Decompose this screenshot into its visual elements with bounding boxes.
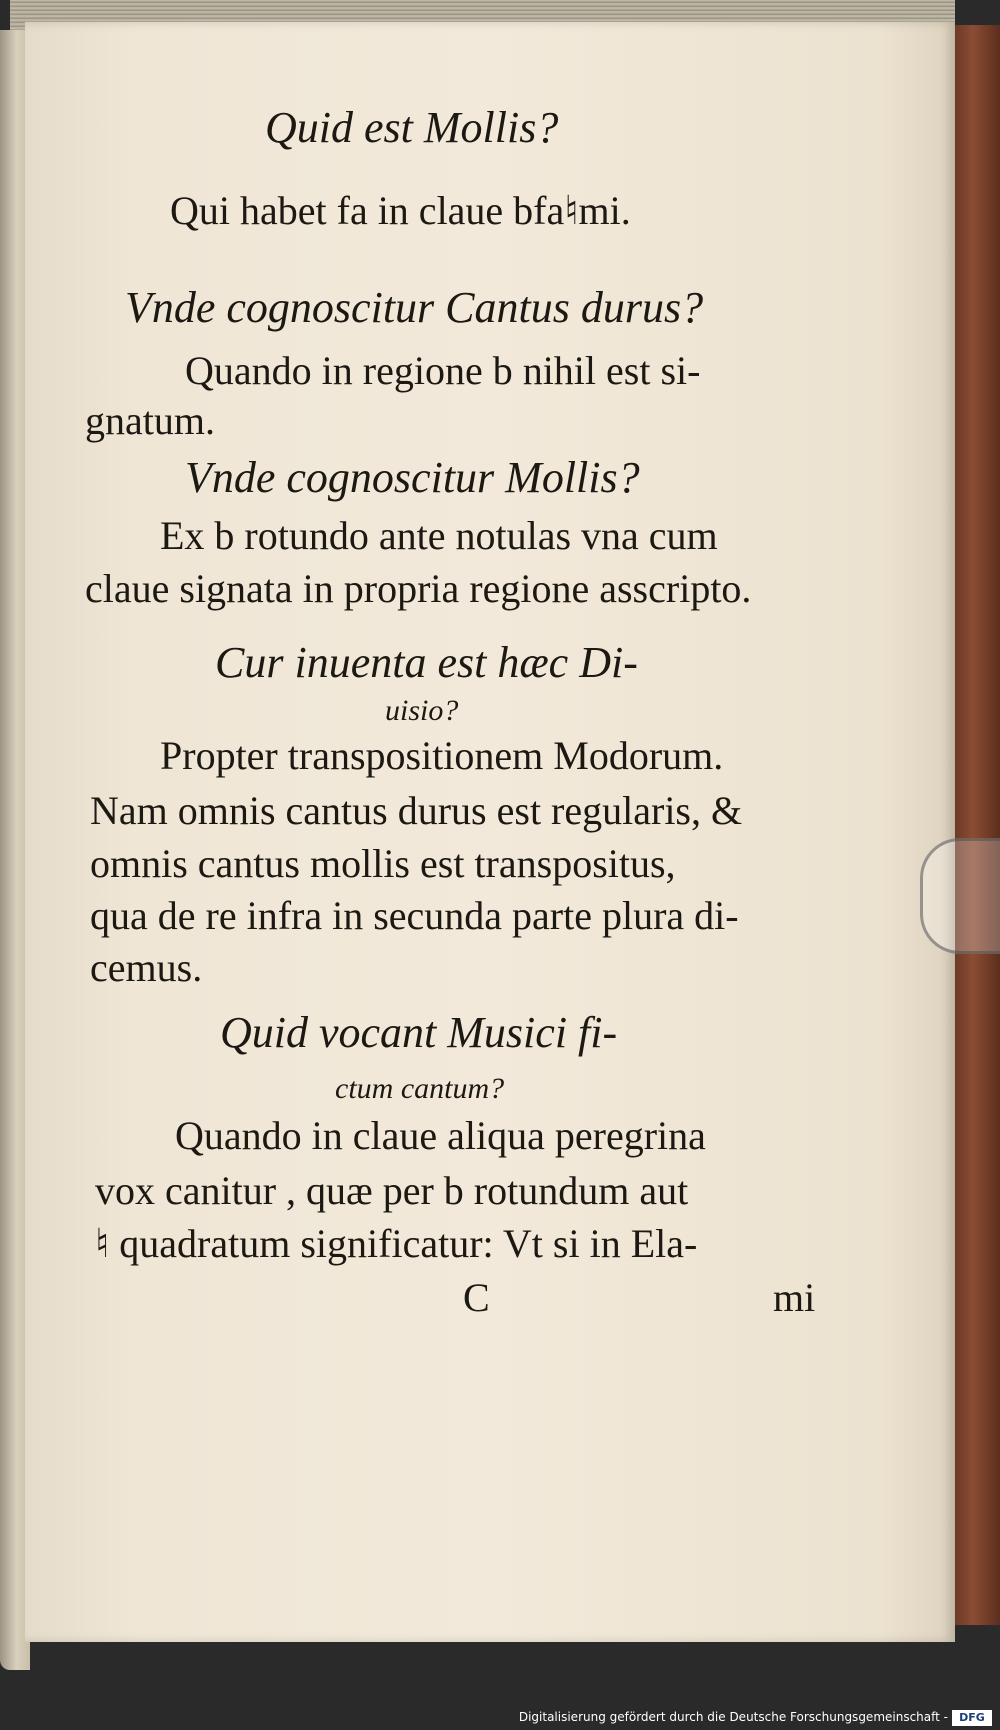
question-line: Vnde cognoscitur Cantus durus? — [125, 283, 704, 332]
question-line: Vnde cognoscitur Mollis? — [185, 453, 640, 502]
answer-line: Propter transpositionem Modorum. — [160, 733, 724, 778]
question-line: uisio? — [385, 694, 459, 727]
book-page — [25, 22, 955, 1642]
answer-line: Ex b rotundo ante notulas vna cum — [160, 513, 718, 558]
digitization-credit: Digitalisierung gefördert durch die Deutsche Forschungsgemeinschaft - — [518, 1710, 948, 1724]
bookmark-clip — [920, 838, 1000, 954]
answer-line: gnatum. — [85, 398, 215, 443]
answer-line: Qui habet fa in claue bfa♮mi. — [170, 188, 631, 233]
answer-line: ♮ quadratum significatur: Vt si in Ela- — [95, 1221, 698, 1266]
question-line: Quid vocant Musici fi- — [220, 1008, 618, 1057]
question-line: Cur inuenta est hæc Di- — [215, 638, 638, 687]
answer-line: Quando in claue aliqua peregrina — [175, 1113, 706, 1158]
answer-line: qua de re infra in secunda parte plura di- — [90, 893, 739, 938]
answer-line: cemus. — [90, 945, 203, 990]
question-line: Quid est Mollis? — [265, 103, 559, 152]
catchword: mi — [773, 1275, 816, 1320]
book-cover-right — [955, 25, 1000, 1625]
answer-line: Quando in regione b nihil est si- — [185, 348, 701, 393]
answer-line: Nam omnis cantus durus est regularis, & — [90, 788, 743, 833]
signature-mark: C — [463, 1275, 490, 1320]
answer-line: vox canitur , quæ per b rotundum aut — [95, 1168, 689, 1213]
answer-line: claue signata in propria regione asscripto. — [85, 566, 752, 611]
answer-line: omnis cantus mollis est transpositus, — [90, 841, 676, 886]
question-line: ctum cantum? — [335, 1072, 505, 1105]
dfg-logo: DFG — [952, 1710, 992, 1726]
